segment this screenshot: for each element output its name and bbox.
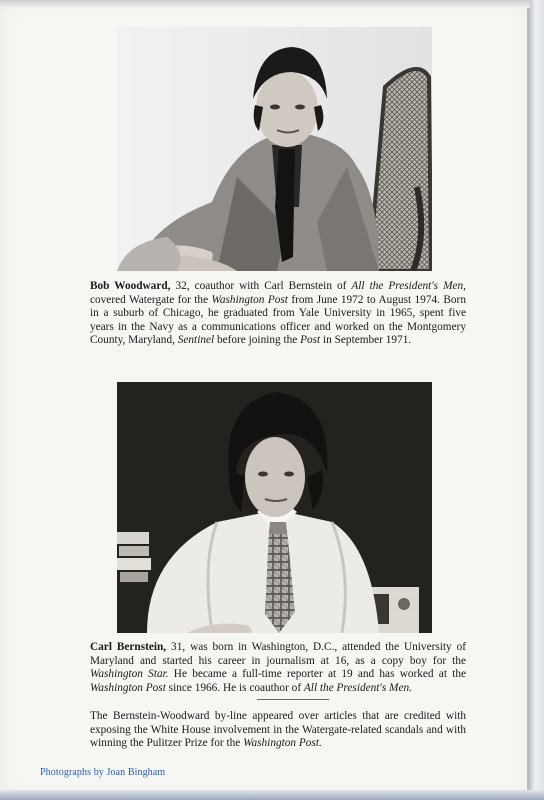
closing-paper-name: Washington Post. xyxy=(243,737,322,750)
bernstein-star-name: Washington Star. xyxy=(90,668,169,681)
closing-paragraph xyxy=(90,710,466,751)
photo-credit: Photographs by Joan Bingham xyxy=(40,767,166,778)
woodward-bio-text-2: covered Watergate for the xyxy=(90,293,212,306)
jacket-top-edge xyxy=(0,0,544,8)
bernstein-bio-text-2: He became a full-time reporter at 19 and has worked at the xyxy=(168,668,466,681)
bernstein-post-name: Washington Post xyxy=(90,681,166,694)
woodward-portrait-photo xyxy=(117,27,432,271)
woodward-paper-name: Washington Post xyxy=(211,293,288,306)
woodward-post-name: Post xyxy=(300,334,321,347)
jacket-spine-edge xyxy=(530,0,544,800)
woodward-bio-text-1: 32, coauthor with Carl Bernstein of xyxy=(170,280,352,292)
woodward-bio-caption xyxy=(90,280,466,348)
bernstein-bio-text-3: since 1966. He is coauthor of xyxy=(165,681,304,694)
section-divider-rule xyxy=(257,699,329,700)
jacket-bottom-edge xyxy=(0,790,544,800)
bernstein-bio-text-1: 31, was born in Washington, D.C., attended the University of Maryland and started his career in journalism at 16, as a copy boy for the xyxy=(90,641,466,667)
bernstein-book-title: All the President's Men. xyxy=(303,681,412,694)
woodward-sentinel-name: Sentinel xyxy=(177,334,215,347)
bernstein-bio-caption xyxy=(90,641,466,695)
bernstein-name: Carl Bernstein, xyxy=(90,641,167,653)
woodward-name: Bob Woodward, xyxy=(90,280,171,292)
woodward-book-title: All the President's Men, xyxy=(351,280,466,292)
closing-text: The Bernstein-Woodward by-line appeared over articles that are credited with exposing the White House involvement in the Watergate-related scandals and with winning the Pulitzer Prize for the xyxy=(90,710,466,750)
woodward-bio-text-3: from June 1972 to August 1974. Born in a suburb of Chicago, he graduated from Yale University in 1965, spent five years in the Navy as a communications officer and worked on the Montgomery County, Maryland, xyxy=(90,293,466,347)
woodward-bio-text-4: before joining the xyxy=(214,334,301,347)
woodward-bio-text-5: in September 1971. xyxy=(320,334,412,347)
bernstein-portrait-photo xyxy=(117,382,432,633)
